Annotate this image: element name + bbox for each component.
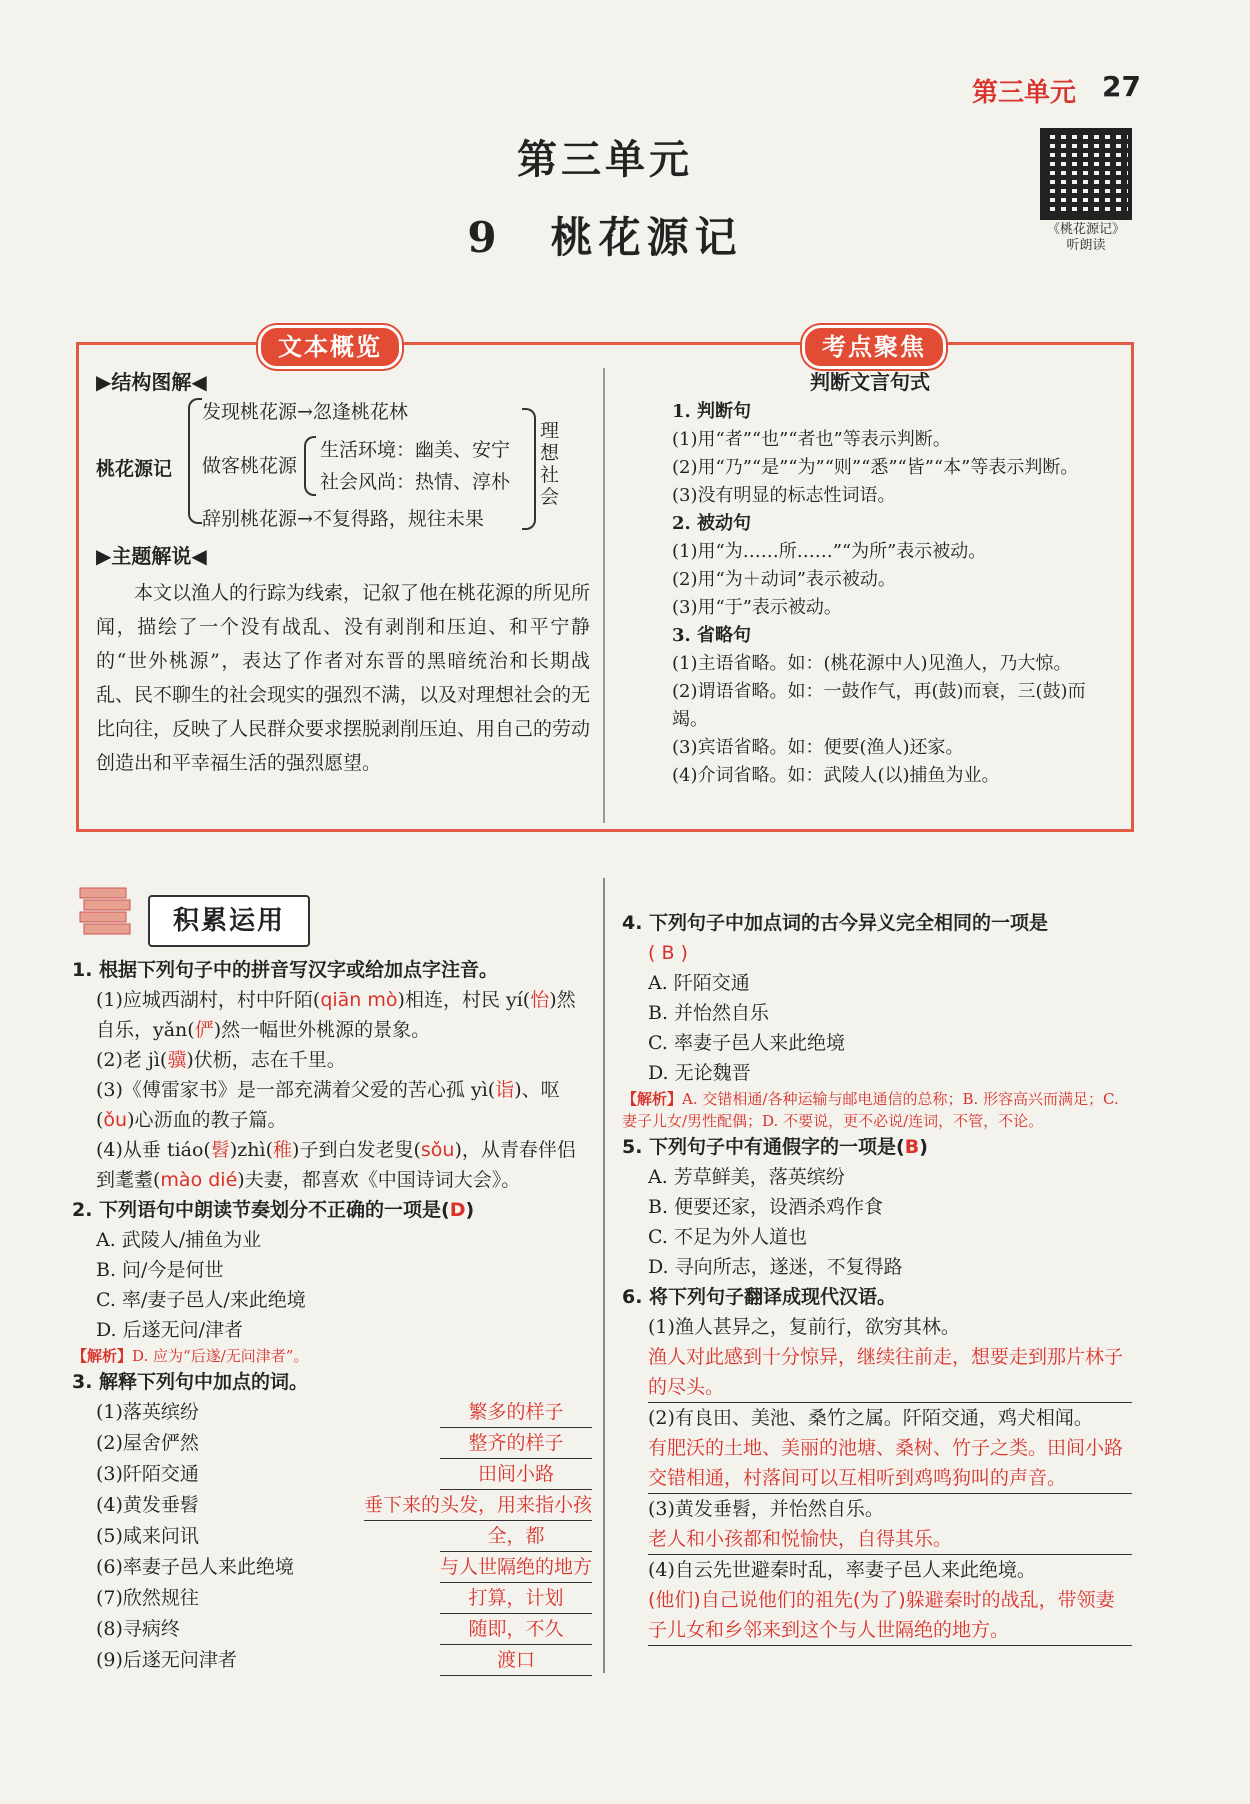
q1-1-ans-d: 俨 [194, 1019, 214, 1041]
q2-option-c: C. 率/妻子邑人/来此绝境 [96, 1289, 306, 1311]
focus-l3: (3)没有明显的标志性词语。 [672, 485, 896, 506]
q3-def: 垂下来的头发，用来指小孩 [364, 1490, 592, 1521]
q3-def: 随即，不久 [440, 1614, 592, 1645]
focus-l8: (2)谓语省略。如：一鼓作气，再(鼓)而衰，三(鼓)而竭。 [672, 681, 1086, 730]
structure-ideal: 理想社会 [540, 420, 560, 508]
q1-4-text-a: (4)从垂 tiáo( [96, 1139, 211, 1161]
q5-answer: B [904, 1136, 920, 1158]
q2-answer: D [449, 1199, 466, 1221]
q1-1-text-a: (1)应城西湖村，村中阡陌( [96, 989, 321, 1011]
left-column [72, 955, 592, 1676]
q3-term: (3)阡陌交通 [96, 1463, 199, 1485]
q4-option-b: B. 并怡然自乐 [648, 1002, 770, 1024]
q6-1: (1)渔人甚异之，复前行，欲穷其林。 [648, 1316, 960, 1338]
q5-option-a: A. 芳草鲜美，落英缤纷 [648, 1166, 845, 1188]
q1-2-text-a: (2)老 jì( [96, 1049, 168, 1071]
column-divider [603, 878, 605, 1673]
focus-tag: 考点聚焦 [802, 325, 946, 369]
structure-node-3: 生活环境：幽美、安宁 [320, 439, 511, 461]
q3-term: (7)欣然规往 [96, 1587, 199, 1609]
q3-def: 与人世隔绝的地方 [440, 1552, 592, 1583]
q2-option-b: B. 问/今是何世 [96, 1259, 224, 1281]
page-title: 第三单元 [517, 136, 693, 183]
q3-term: (6)率妻子邑人来此绝境 [96, 1556, 294, 1578]
q3-row [72, 1645, 592, 1676]
q4-analysis [622, 1088, 1132, 1132]
q3-def: 打算，计划 [440, 1583, 592, 1614]
q3-row [72, 1428, 592, 1459]
theme-heading: ▶主题解说◀ [96, 544, 207, 568]
brace-sub [304, 436, 316, 496]
q1-4-text-b: )zhì( [229, 1139, 274, 1161]
brace-right [522, 408, 536, 530]
q3-term: (4)黄发垂髫 [96, 1494, 199, 1516]
focus-l10: (4)介词省略。如：武陵人(以)捕鱼为业。 [672, 765, 1000, 786]
q3-row [72, 1397, 592, 1428]
q3-term: (8)寻病终 [96, 1618, 180, 1640]
q5-option-c: C. 不足为外人道也 [648, 1226, 807, 1248]
q2-stem [72, 1195, 592, 1225]
q1-1-text-d: )然自乐，yǎn( [96, 989, 576, 1041]
q1-1-text-c: yí( [506, 989, 531, 1011]
q3-def: 繁多的样子 [440, 1397, 592, 1428]
q3-row [72, 1614, 592, 1645]
structure-node-4: 社会风尚：热情、淳朴 [320, 471, 511, 493]
q1-1-ans-c: 怡 [530, 989, 550, 1011]
frame-divider [603, 368, 605, 823]
focus-h2: 2. 被动句 [672, 513, 752, 534]
q3-row [72, 1459, 592, 1490]
overview-tag: 文本概览 [258, 325, 402, 369]
focus-l9: (3)宾语省略。如：便要(渔人)还家。 [672, 737, 964, 758]
theme-text: 本文以渔人的行踪为线索，记叙了他在桃花源的所见所闻，描绘了一个没有战乱、没有剥削和压迫、和平宁静的“世外桃源”，表达了作者对东晋的黑暗统治和长期战乱、民不聊生的社会现实的强烈不满，以及对理想社会的无比向往，反映了人民群众要求摆脱剥削压迫、用自己的劳动创造出和平幸福生活的强烈愿望。 [96, 582, 591, 774]
q1-1-ans-a: qiān mò [320, 989, 398, 1011]
q1-2 [72, 1045, 592, 1075]
page-number: 27 [1102, 70, 1141, 103]
q1-4-ans-b: 稚 [273, 1139, 293, 1161]
q1-1-text-e: )然一幅世外桃源的景象。 [213, 1019, 431, 1041]
focus-list [648, 398, 1118, 790]
q6-1-answer: 渔人对此感到十分惊异，继续往前走，想要走到那片林子的尽头。 [648, 1342, 1132, 1403]
q1-4-text-e: )夫妻，都喜欢《中国诗词大会》。 [237, 1169, 521, 1191]
q2-text: 2. 下列语句中朗读节奏划分不正确的一项是( [72, 1199, 450, 1221]
books-icon [76, 880, 136, 942]
q1-3-text-b: )、呕( [96, 1079, 560, 1131]
q3-row [72, 1521, 592, 1552]
q4-option-d: D. 无论魏晋 [648, 1062, 751, 1084]
q6-3-answer: 老人和小孩都和悦愉快，自得其乐。 [648, 1524, 1132, 1555]
right-column [622, 908, 1132, 1646]
focus-l7: (1)主语省略。如：(桃花源中人)见渔人，乃大惊。 [672, 653, 1072, 674]
focus-l6: (3)用“于”表示被动。 [672, 597, 842, 618]
header-unit: 第三单元 [972, 78, 1077, 108]
q1-3-ans-b: ǒu [103, 1109, 128, 1131]
q3-term: (9)后遂无问津者 [96, 1649, 237, 1671]
structure-root: 桃花源记 [96, 458, 173, 480]
q3-list [72, 1397, 592, 1676]
q3-def: 整齐的样子 [440, 1428, 592, 1459]
q3-row [72, 1490, 592, 1521]
q4-option-c: C. 率妻子邑人来此绝境 [648, 1032, 845, 1054]
q1-3 [72, 1075, 592, 1135]
structure-node-5: 辞别桃花源→不复得路，规往未果 [202, 508, 484, 530]
q3-term: (1)落英缤纷 [96, 1401, 199, 1423]
focus-l1: (1)用“者”“也”“者也”等表示判断。 [672, 429, 951, 450]
q1-4-ans-c: sǒu [420, 1139, 455, 1161]
structure-node-1: 发现桃花源→忽逢桃花林 [202, 401, 408, 423]
q6-3: (3)黄发垂髫，并怡然自乐。 [648, 1498, 884, 1520]
q1-4-ans-a: 髫 [210, 1139, 230, 1161]
q5-option-b: B. 便要还家，设酒杀鸡作食 [648, 1196, 884, 1218]
q1-4 [72, 1135, 592, 1195]
q1-3-text-c: )心沥血的教子篇。 [127, 1109, 287, 1131]
practice-tag: 积累运用 [148, 895, 310, 947]
q2-analysis-text: D. 应为“后遂/无问津者”。 [132, 1347, 309, 1365]
q2-option-a: A. 武陵人/捕鱼为业 [96, 1229, 262, 1251]
brace-main [188, 398, 202, 524]
q6-2: (2)有良田、美池、桑竹之属。阡陌交通，鸡犬相闻。 [648, 1407, 1093, 1429]
focus-l5: (2)用“为＋动词”表示被动。 [672, 569, 896, 590]
q5-end: ) [919, 1136, 928, 1158]
structure-node-2: 做客桃花源 [202, 455, 298, 477]
q1-1-text-b: )相连，村民 [397, 989, 500, 1011]
q6-2-answer: 有肥沃的土地、美丽的池塘、桑树、竹子之类。田间小路交错相通，村落间可以互相听到鸡鸣狗叫的声音。 [648, 1433, 1132, 1494]
q1-3-ans-a: 诣 [495, 1079, 515, 1101]
q4-option-a: A. 阡陌交通 [648, 972, 750, 994]
q2-end: ) [465, 1199, 475, 1221]
q3-term: (5)咸来问讯 [96, 1525, 199, 1547]
q3-def: 渡口 [440, 1645, 592, 1676]
q3-row [72, 1552, 592, 1583]
q3-def: 田间小路 [440, 1459, 592, 1490]
focus-heading: 判断文言句式 [810, 370, 930, 394]
q4-answer: ( B ) [648, 942, 688, 964]
q2-analysis-tag: 【解析】 [72, 1347, 133, 1365]
q1-4-ans-d: mào dié [160, 1169, 238, 1191]
q4-stem: 4. 下列句子中加点词的古今异义完全相同的一项是 [622, 912, 1049, 934]
q3-stem: 3. 解释下列句中加点的词。 [72, 1371, 309, 1393]
q1-4-text-c: )子到白发老叟( [292, 1139, 421, 1161]
focus-l2: (2)用“乃”“是”“为”“则”“悉”“皆”“本”等表示判断。 [672, 457, 1079, 478]
q3-term: (2)屋舍俨然 [96, 1432, 199, 1454]
q4-analysis-text: A. 交错相通/各种运输与邮电通信的总称；B. 形容高兴而满足；C. 妻子儿女/男性配偶；D. 不要说，更不必说/连词，不管，不论。 [622, 1090, 1119, 1130]
focus-l4: (1)用“为……所……”“为所”表示被动。 [672, 541, 987, 562]
q3-def: 全，都 [440, 1521, 592, 1552]
qr-caption-title: 《桃花源记》 [1046, 222, 1125, 237]
focus-h1: 1. 判断句 [672, 401, 752, 422]
q5-text: 5. 下列句子中有通假字的一项是( [622, 1136, 905, 1158]
structure-heading: ▶结构图解◀ [96, 370, 207, 394]
q5-stem [622, 1132, 1132, 1162]
focus-h3: 3. 省略句 [672, 625, 752, 646]
q1-2-text-b: )伏枥，志在千里。 [186, 1049, 346, 1071]
q1-stem: 1. 根据下列句子中的拼音写汉字或给加点字注音。 [72, 959, 499, 981]
q2-option-d: D. 后遂无问/津者 [96, 1319, 244, 1341]
q1-1 [72, 985, 592, 1045]
q3-row [72, 1583, 592, 1614]
q6-stem: 6. 将下列句子翻译成现代汉语。 [622, 1286, 897, 1308]
q5-option-d: D. 寻向所志，遂迷，不复得路 [648, 1256, 903, 1278]
q4-analysis-tag: 【解析】 [622, 1090, 683, 1108]
qr-caption-sub: 听朗读 [1066, 238, 1106, 253]
q6-4-answer: (他们)自己说他们的祖先(为了)躲避秦时的战乱，带领妻子儿女和乡邻来到这个与人世隔绝的地方。 [648, 1585, 1132, 1646]
q1-2-ans: 骥 [167, 1049, 187, 1071]
q1-3-text-a: (3)《傅雷家书》是一部充满着父爱的苦心孤 yì( [96, 1079, 496, 1101]
q6-4: (4)自云先世避秦时乱，率妻子邑人来此绝境。 [648, 1559, 1036, 1581]
q1-4-text-d: )，从青春伴侣到耄耋( [96, 1139, 576, 1191]
lesson-title: 9 桃花源记 [467, 213, 743, 262]
q2-analysis [72, 1345, 592, 1367]
